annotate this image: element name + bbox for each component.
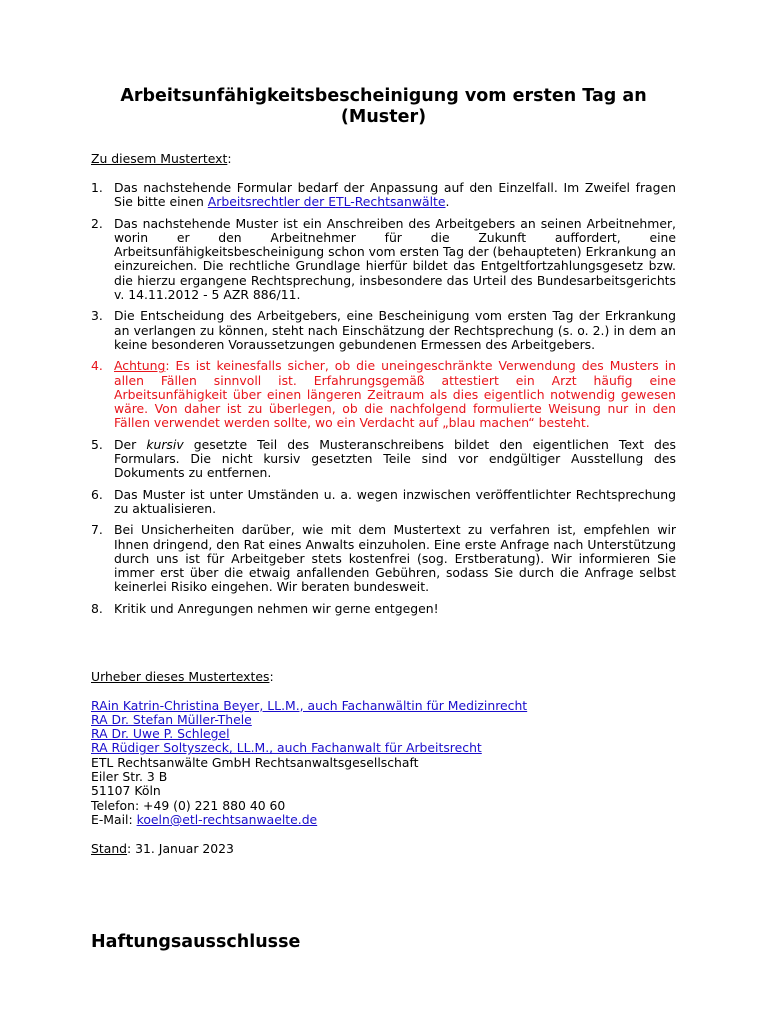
- authors-block: [91, 670, 676, 856]
- note-text: Das Muster ist unter Umständen u. a. wegen inzwischen veröffentlichter Rechtsprechung zu aktualisieren.: [114, 486, 676, 516]
- note-item-8: [91, 602, 676, 616]
- author-link-soltyszeck[interactable]: RA Rüdiger Soltyszeck, LL.M., auch Fachanwalt für Arbeitsrecht: [91, 740, 482, 756]
- note-number: 5.: [91, 436, 103, 452]
- note-number: 3.: [91, 308, 103, 324]
- spacer: [91, 827, 676, 841]
- note-text: Kritik und Anregungen nehmen wir gerne entgegen!: [114, 600, 439, 616]
- note-text-end: .: [445, 194, 450, 210]
- note-item-3: [91, 309, 676, 352]
- company-city: 51107 Köln: [91, 783, 161, 799]
- note-number: 4.: [91, 358, 103, 374]
- note-item-7: [91, 523, 676, 594]
- note-text: Das nachstehende Formular bedarf der Anpassung auf den Einzelfall. Im Zweifel fragen Sie bitte einen: [114, 180, 676, 210]
- author-link-beyer[interactable]: RAin Katrin-Christina Beyer, LL.M., auch Fachanwältin für Medizinrecht: [91, 697, 528, 713]
- company-street: Eiler Str. 3 B: [91, 769, 168, 785]
- company-name: ETL Rechtsanwälte GmbH Rechtsanwaltsgesellschaft: [91, 754, 419, 770]
- note-number: 8.: [91, 600, 103, 616]
- note-text: Bei Unsicherheiten darüber, wie mit dem Mustertext zu verfahren ist, empfehlen wir Ihnen dringend, den Rat eines Anwalts einzuholen. Eine erste Anfrage nach Unterstützung durch uns ist für Arbeitgeber stets kostenfrei (sog. Erstberatung). Wir informieren Sie immer erst über die etwaig anfallenden Gebühren, sodass Sie durch die Anfrage selbst keinerlei Risiko eingehen. Wir beraten bundesweit.: [114, 522, 676, 595]
- author-link-schlegel[interactable]: RA Dr. Uwe P. Schlegel: [91, 726, 230, 742]
- italic-word: kursiv: [146, 436, 184, 452]
- note-text: Der: [114, 436, 147, 452]
- stand-label: Stand: [91, 840, 128, 856]
- note-text: : Es ist keinesfalls sicher, ob die uneingeschränkte Verwendung des Musters in allen Fällen sinnvoll ist. Erfahrungsgemäß attestiert ein Arzt häufig eine Arbeitsunfähigkeit über einen längeren Zeitraum als dies eigentlich notwendig gewesen wäre. Von daher ist zu überlegen, ob die nachfolgend formulierte Weisung nur in den Fällen verwendet werden sollte, wo ein Verdacht auf „blau machen“ besteht.: [114, 358, 676, 431]
- authors-label: Urheber dieses Mustertextes: [91, 669, 270, 684]
- note-item-4-warning: [91, 359, 676, 430]
- section-heading-haftung: Haftungsausschlusse: [91, 932, 301, 952]
- note-number: 7.: [91, 522, 103, 538]
- note-text: Das nachstehende Muster ist ein Anschreiben des Arbeitgebers an seinen Arbeitnehmer, worin er den Arbeitnehmer für die Zukunft auffordert, eine Arbeitsunfähigkeitsbescheinigung schon vom ersten Tag der (behaupteten) Erkrankung an einzureichen. Die rechtliche Grundlage hierfür bildet das Entgeltfortzahlungsgesetz bzw. die hierzu ergangene Rechtsprechung, insbesondere das Urteil des Bundesarbeitsgerichts v. 14.11.2012 - 5 AZR 886/11.: [114, 215, 676, 303]
- email-link[interactable]: koeln@etl-rechtsanwaelte.de: [136, 811, 318, 827]
- note-text-end: gesetzte Teil des Musteranschreibens bildet den eigentlichen Text des Formulars. Die nicht kursiv gesetzten Teile sind vor endgültiger Ausstellung des Dokuments zu entfernen.: [114, 436, 676, 481]
- arbeitsrechtler-link[interactable]: Arbeitsrechtler der ETL-Rechtsanwälte: [207, 194, 446, 210]
- note-number: 2.: [91, 215, 103, 231]
- authors-heading: [91, 670, 676, 684]
- spacer: [91, 684, 676, 698]
- author-link-mueller-thele[interactable]: RA Dr. Stefan Müller-Thele: [91, 711, 252, 727]
- intro-suffix: :: [227, 151, 232, 166]
- note-number: 1.: [91, 180, 103, 195]
- warning-label: Achtung: [114, 358, 166, 374]
- stand-line: [91, 842, 676, 856]
- note-item-6: [91, 488, 676, 517]
- company-phone: Telefon: +49 (0) 221 880 40 60: [91, 797, 286, 813]
- intro-line: [91, 152, 232, 166]
- note-item-2: [91, 217, 676, 303]
- authors-suffix: :: [269, 669, 274, 684]
- note-text: Die Entscheidung des Arbeitgebers, eine Bescheinigung vom ersten Tag der Erkrankung an verlangen zu können, steht nach Einschätzung der Rechtsprechung (s. o. 2.) in dem an keine besonderen Voraussetzungen gebundenen Ermessen des Arbeitgebers.: [114, 308, 676, 352]
- notes-list: [91, 181, 676, 623]
- intro-label: Zu diesem Mustertext: [91, 151, 228, 166]
- stand-value: : 31. Januar 2023: [127, 840, 234, 856]
- note-item-1: [91, 181, 676, 210]
- document-title: Arbeitsunfähigkeitsbescheinigung vom ersten Tag an (Muster): [120, 86, 647, 127]
- email-label: E-Mail:: [91, 811, 137, 827]
- note-item-5: [91, 438, 676, 481]
- company-email-line: [91, 813, 676, 827]
- note-number: 6.: [91, 486, 103, 502]
